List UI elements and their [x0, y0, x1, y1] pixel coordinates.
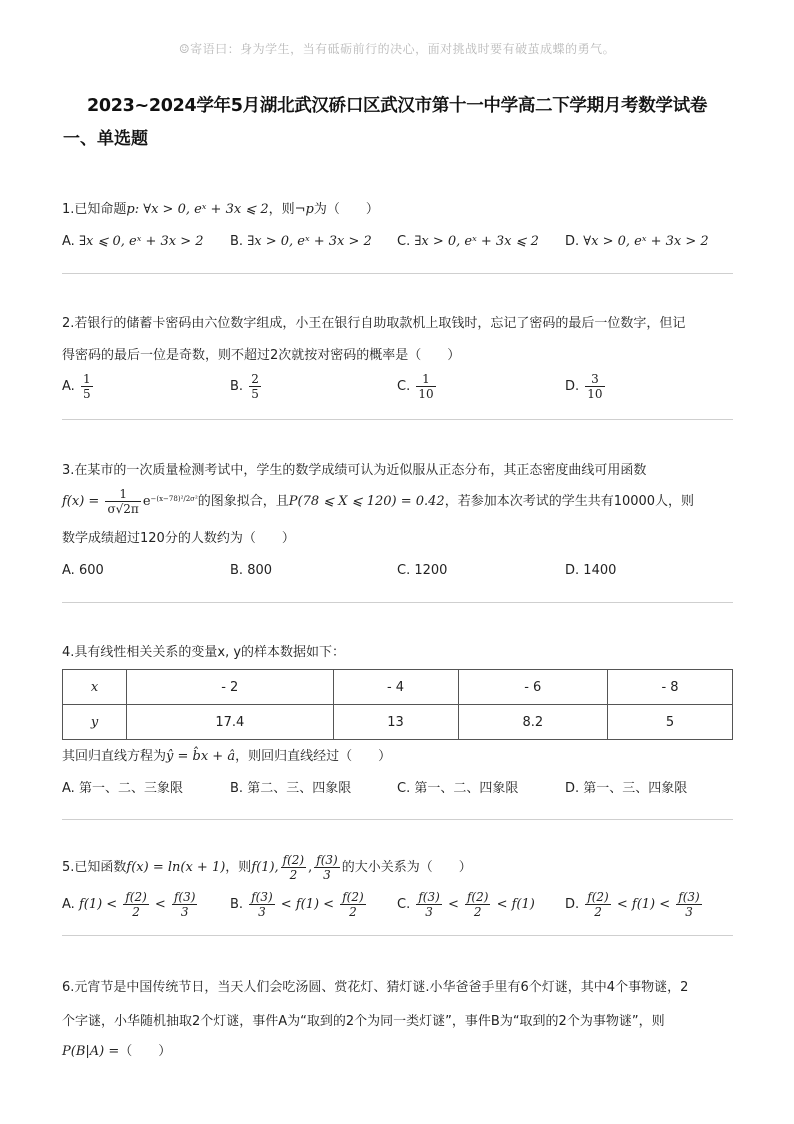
option-label: D. — [565, 379, 580, 394]
q4-text-a: 其回归直线方程为 — [62, 749, 167, 764]
fraction — [416, 372, 435, 401]
question-6-line-1: 6.元宵节是中国传统节日，当天人们会吃汤圆、赏花灯、猜灯谜.小华爸爸手里有6个灯谜，其中4个事物谜，2 — [62, 980, 689, 995]
q5-option-d[interactable] — [565, 888, 704, 922]
option-label: B. — [230, 781, 244, 796]
divider — [62, 935, 733, 936]
table-cell: 17.4 — [127, 705, 334, 740]
table-cell: - 8 — [608, 670, 733, 705]
q3-text-a: 的图象拟合，且 — [197, 494, 289, 509]
table-cell: 8.2 — [458, 705, 608, 740]
option-text: 第二、三、四象限 — [247, 781, 352, 796]
q3-prob: P(78 ⩽ X ⩽ 120) = 0.42 — [288, 494, 445, 509]
option-label: D. — [565, 563, 580, 578]
question-2-line-2: 得密码的最后一位是奇数，则不超过2次就按对密码的概率是（ ） — [62, 348, 461, 363]
denominator: 10 — [418, 387, 434, 401]
question-3-line-1: 3.在某市的一次质量检测考试中，学生的数学成绩可认为近似服从正态分布，其正态密度曲线可用函数 — [62, 463, 647, 478]
option-text: 第一、二、三象限 — [78, 781, 183, 796]
option-label: D. — [565, 781, 580, 796]
option-label: D. — [565, 897, 580, 912]
option-formula: $\frac{f(3)}{3}$ < $\frac{f(2)}{2}$ < f(1) — [418, 890, 535, 919]
motto-text: ☺寄语曰：身为学生，当有砥砺前行的决心，面对挑战时要有破茧成蝶的勇气。 — [178, 42, 616, 56]
q5-function: f(x) = ln(x + 1) — [126, 860, 226, 875]
option-text: 1200 — [414, 563, 448, 578]
q3-option-c[interactable] — [397, 561, 447, 581]
q1-math: p: ∀x > 0, eˣ + 3x ⩽ 2 — [126, 202, 269, 217]
numerator: 2 — [251, 372, 259, 386]
option-formula: $\frac{f(3)}{3}$ < f(1) < $\frac{f(2)}{2}$ — [251, 890, 364, 919]
option-text: 800 — [247, 563, 273, 578]
numerator: 1 — [82, 372, 91, 386]
option-label: A. — [62, 563, 75, 578]
option-label: A. — [62, 379, 75, 394]
denominator: 5 — [82, 387, 91, 401]
question-6-line-3 — [62, 1042, 171, 1062]
denominator: 3 — [323, 868, 331, 882]
table-row — [63, 670, 733, 705]
q3-fraction — [105, 487, 140, 516]
option-label: A. — [62, 897, 75, 912]
table-cell: - 2 — [127, 670, 334, 705]
q5-text-b: ，则 — [225, 860, 252, 875]
option-text: 第一、二、四象限 — [414, 781, 519, 796]
q2-option-b[interactable] — [230, 372, 263, 401]
denominator: 5 — [251, 387, 259, 401]
q1-option-a[interactable] — [62, 232, 204, 252]
option-label: C. — [397, 897, 411, 912]
q1-option-b[interactable] — [230, 232, 372, 252]
denominator: 10 — [587, 387, 603, 401]
numerator: 3 — [585, 372, 604, 387]
option-text: 1400 — [583, 563, 617, 578]
q4-equation: ŷ = b̂x + â — [166, 749, 236, 764]
q5-option-a[interactable] — [62, 888, 199, 922]
divider — [62, 602, 733, 603]
table-row — [63, 705, 733, 740]
q1-text-a: 1.已知命题 — [62, 202, 127, 217]
denominator: 2 — [289, 868, 298, 882]
fraction — [81, 372, 93, 401]
question-4-line-2 — [62, 747, 391, 767]
q5-f1: f(1), — [251, 860, 279, 875]
option-label: A. — [62, 781, 75, 796]
q5-option-b[interactable] — [230, 888, 368, 922]
question-3-line-2 — [62, 484, 694, 524]
divider — [62, 819, 733, 820]
fraction — [249, 372, 261, 401]
fraction — [585, 372, 604, 401]
option-formula: f(1) < $\frac{f(2)}{2}$ < $\frac{f(3)}{3}$ — [78, 890, 196, 919]
option-label: C. — [397, 781, 411, 796]
question-1-stem — [62, 200, 379, 220]
q4-text-b: ，则回归直线经过（ ） — [235, 749, 392, 764]
table-cell: - 6 — [458, 670, 608, 705]
numerator: f(2) — [282, 853, 305, 867]
q3-exponent: −(x−78)²/2σ² — [150, 495, 198, 503]
q3-text-b: ，若参加本次考试的学生共有10000人，则 — [444, 494, 695, 509]
q1-option-d[interactable] — [565, 232, 709, 252]
q1-option-c[interactable] — [397, 232, 539, 252]
option-label: C. — [397, 379, 411, 394]
divider — [62, 419, 733, 420]
question-6-line-2: 个字谜，小华随机抽取2个灯谜，事件A为“取到的2个为同一类灯谜”，事件B为“取到的2个为事物谜”，则 — [62, 1014, 665, 1029]
option-label: B. — [230, 379, 244, 394]
option-label: D. — [565, 234, 580, 249]
question-3-line-3: 数学成绩超过120分的人数约为（ ） — [62, 531, 295, 546]
option-label: B. — [230, 563, 244, 578]
option-text: ∃x > 0, eˣ + 3x ⩽ 2 — [414, 234, 539, 249]
numerator: f(3) — [316, 853, 338, 867]
denominator: σ√2π — [107, 502, 139, 516]
question-2-line-1: 2.若银行的储蓄卡密码由六位数字组成，小王在银行自助取款机上取钱时，忘记了密码的最后一位数字，但记 — [62, 316, 686, 331]
sample-data-table — [62, 669, 733, 740]
q4-option-c[interactable] — [397, 779, 518, 799]
q2-option-d[interactable] — [565, 372, 607, 401]
q2-option-a[interactable] — [62, 372, 95, 401]
option-text: 第一、三、四象限 — [583, 781, 688, 796]
q3-fx: f(x) = — [62, 494, 100, 509]
option-label: A. — [62, 234, 75, 249]
numerator: 1 — [416, 372, 435, 387]
q4-option-d[interactable] — [565, 779, 687, 799]
table-cell: 13 — [333, 705, 458, 740]
option-text: ∀x > 0, eˣ + 3x > 2 — [583, 234, 709, 249]
q1-text-b: ，则 — [268, 202, 295, 217]
option-label: B. — [230, 234, 244, 249]
table-cell: - 4 — [333, 670, 458, 705]
q3-e: e — [142, 494, 151, 509]
table-cell: 5 — [608, 705, 733, 740]
q3-option-a[interactable] — [62, 561, 104, 581]
option-formula: $\frac{f(2)}{2}$ < f(1) < $\frac{f(3)}{3}$ — [587, 890, 700, 919]
q1-math2: ¬p — [294, 202, 314, 217]
q1-text-c: 为（ ） — [313, 202, 379, 217]
option-text: ∃x > 0, eˣ + 3x > 2 — [247, 234, 372, 249]
q4-option-a[interactable] — [62, 779, 183, 799]
option-text: ∃x ⩽ 0, eˣ + 3x > 2 — [78, 234, 204, 249]
numerator: 1 — [105, 487, 140, 502]
option-label: B. — [230, 897, 244, 912]
option-label: C. — [397, 563, 411, 578]
option-label: C. — [397, 234, 411, 249]
q4-option-b[interactable] — [230, 779, 351, 799]
q5-text-a: 5.已知函数 — [62, 860, 127, 875]
table-header-y: y — [63, 705, 127, 740]
q5-option-c[interactable] — [397, 888, 535, 922]
divider — [62, 273, 733, 274]
question-5-stem: 5.已知函数f(x) = ln(x + 1)，则f(1), $\frac{f(2)}{2}$ , $\frac{f(3)}{3}$ 的大小关系为（ ） — [62, 853, 472, 882]
table-header-x: x — [63, 670, 127, 705]
q6-text: （ ） — [119, 1044, 172, 1059]
q2-option-c[interactable] — [397, 372, 438, 401]
section-heading: 一、单选题 — [63, 129, 148, 149]
q3-option-b[interactable] — [230, 561, 272, 581]
q6-math: P(B|A) = — [62, 1044, 120, 1059]
option-text: 600 — [78, 563, 104, 578]
q5-text-c: 的大小关系为（ ） — [341, 860, 472, 875]
page-title: 2023~2024学年5月湖北武汉硚口区武汉市第十一中学高二下学期月考数学试卷 — [86, 96, 708, 116]
q5-fraction-3 — [314, 853, 339, 882]
question-4-stem: 4.具有线性相关关系的变量x, y的样本数据如下： — [62, 645, 346, 660]
q5-fraction-2 — [281, 853, 306, 882]
q3-option-d[interactable] — [565, 561, 616, 581]
